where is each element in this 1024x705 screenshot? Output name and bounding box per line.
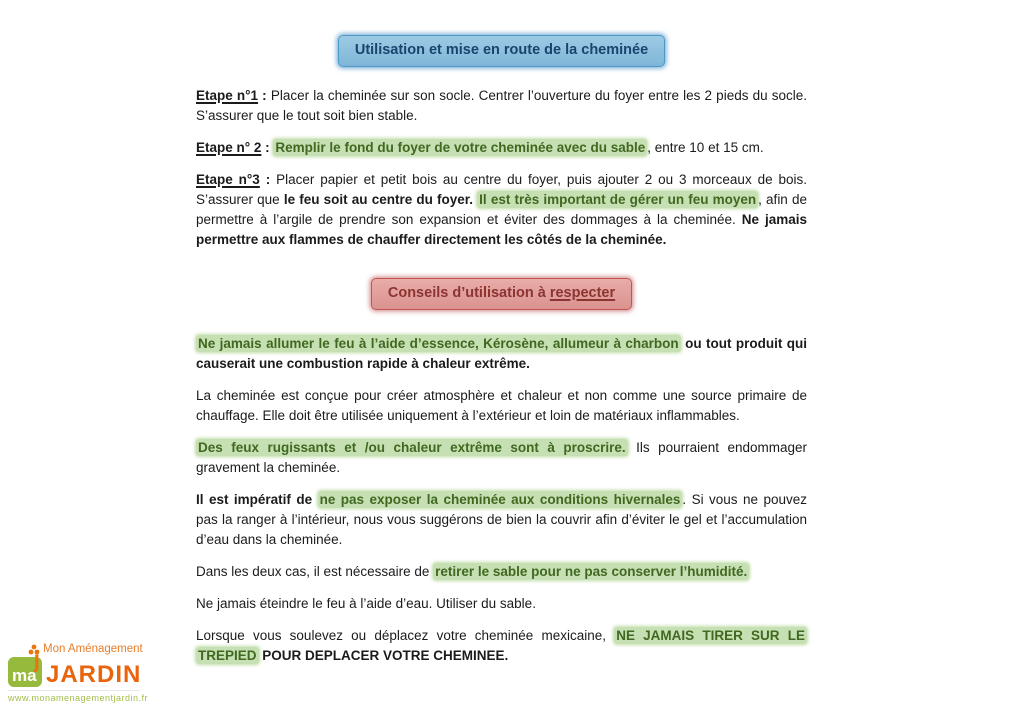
advice-title-row [196,278,807,310]
advice-title-prefix: Conseils d’utilisation à [387,285,550,301]
advice-2-text: La cheminée est conçue pour créer atmosphère et chaleur et non comme une source primaire de chauffage. Elle doit être utilisée uniquement à l’extérieur et loin de matériaux inflammables. [196,388,807,423]
advice-paragraph-2 [196,386,807,426]
advice-1-highlight: Ne jamais allumer le feu à l’aide d’essence, Kérosène, allumeur à charbon [198,336,679,351]
step-2-label: Etape n° 2 [196,140,262,155]
advice-3-text: Ils pourraient endommager gravement la cheminée. [196,440,807,475]
advice-5-text: Dans les deux cas, il est nécessaire de [196,564,434,579]
step-3-colon: : [259,172,277,187]
advice-paragraph-6 [196,594,807,614]
step-1-paragraph [196,86,807,126]
advice-paragraph-5 [196,562,807,582]
advice-4-bold: Il est impératif de [196,492,318,507]
main-title-row [196,35,807,67]
step-3-bold-1: le feu soit au centre du foyer. [283,192,478,207]
advice-paragraph-1 [196,334,807,374]
brand-monogram [8,646,42,687]
advice-paragraph-7 [196,626,807,666]
content-column [196,86,807,678]
advice-paragraph-3 [196,438,807,478]
step-1-colon: : [258,88,271,103]
brand-monogram-j: j [33,646,40,672]
advice-1-bold: ou tout produit qui causerait une combustion rapide à chaleur extrême. [196,336,808,371]
step-2-paragraph [196,138,807,158]
main-title-banner [338,35,665,67]
step-2-highlight: Remplir le fond du foyer de votre cheminée avec du sable [275,140,646,155]
advice-4-text: . Si vous ne pouvez pas la ranger à l’intérieur, nous vous suggérons de bien la couvrir afin d’éviter le gel et l’accumulation d’eau dans la cheminée. [196,492,807,547]
brand-logo-top-row [28,643,143,656]
step-3-bold-2: Ne jamais permettre aux flammes de chauffer directement les côtés de la cheminée. [196,212,807,247]
brand-name-main: JARDIN [46,661,142,689]
main-title: Utilisation et mise en route de la cheminée [354,42,649,58]
brand-name-top: Mon Aménagement [43,643,143,655]
brand-logo[interactable] [8,643,149,703]
advice-3-highlight: Des feux rugissants et /ou chaleur extrême sont à proscrire. [198,440,626,455]
advice-paragraph-4 [196,490,807,550]
advice-title-banner [371,278,632,310]
advice-7-highlight: NE JAMAIS TIRER SUR LE TREPIED [198,628,805,663]
advice-title-underlined: respecter [549,285,616,301]
step-3-text-2: , afin de permettre à l’argile de prendre son expansion et éviter des dommages à la cheminée. [196,192,807,227]
step-3-paragraph [196,170,807,250]
brand-monogram-ma: ma [12,666,37,685]
step-3-highlight: Il est très important de gérer un feu moyen [479,192,757,207]
step-1-label: Etape n°1 [196,88,259,103]
advice-6-text: Ne jamais éteindre le feu à l’aide d’eau. Utiliser du sable. [196,596,536,611]
step-2-text: , entre 10 et 15 cm. [647,140,764,155]
advice-7-bold: POUR DEPLACER VOTRE CHEMINEE. [258,648,509,663]
step-3-text-1: Placer papier et petit bois au centre du foyer, puis ajouter 2 ou 3 morceaux de bois. S’assurer que [196,172,807,207]
step-1-text: Placer la cheminée sur son socle. Centrer l’ouverture du foyer entre les 2 pieds du socle. S’assurer que le tout soit bien stable. [196,88,807,123]
advice-4-highlight: ne pas exposer la cheminée aux conditions hivernales [319,492,681,507]
step-3-label: Etape n°3 [196,172,260,187]
advice-5-highlight: retirer le sable pour ne pas conserver l’humidité. [435,564,748,579]
step-2-colon: : [261,140,274,155]
brand-url: www.monamenagementjardin.fr [8,690,140,703]
advice-7-text: Lorsque vous soulevez ou déplacez votre cheminée mexicaine, [196,628,615,643]
